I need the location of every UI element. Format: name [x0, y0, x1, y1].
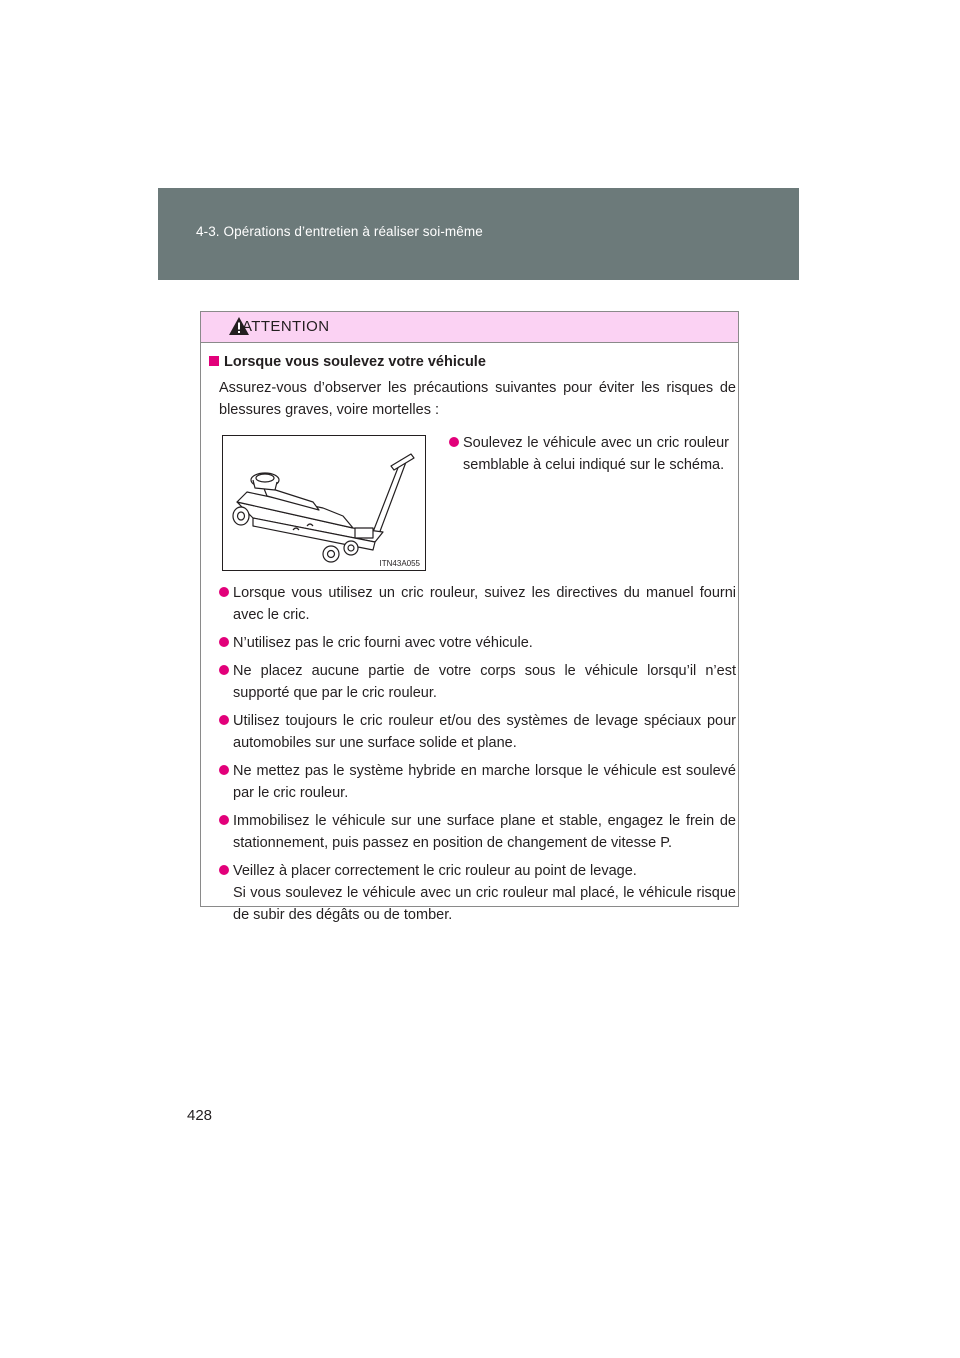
bullet-text: N’utilisez pas le cric fourni avec votre véhicule. — [233, 635, 533, 651]
section-title — [209, 354, 486, 370]
bullet-list — [219, 582, 736, 932]
bullet-text: Utilisez toujours le cric rouleur et/ou des systèmes de levage spéciaux pour automobiles sur une surface solide et plane. — [233, 713, 736, 751]
bullet-text: Ne placez aucune partie de votre corps sous le véhicule lorsqu’il n’est supporté que par le cric rouleur. — [233, 663, 736, 701]
list-item — [219, 760, 736, 804]
bullet-text: Veillez à placer correctement le cric rouleur au point de levage. — [233, 863, 637, 879]
warning-header — [201, 312, 738, 343]
bullet-dot-icon — [219, 587, 229, 597]
figure-code: ITN43A055 — [379, 559, 420, 568]
bullet-dot-icon — [449, 437, 459, 447]
floor-jack-illustration — [223, 436, 425, 570]
floor-jack-figure — [222, 435, 426, 571]
section-header: 4-3. Opérations d’entretien à réaliser soi-même — [196, 224, 483, 239]
bullet-dot-icon — [219, 765, 229, 775]
list-item — [449, 432, 729, 476]
header-band — [158, 188, 799, 280]
bullet-text: Lorsque vous utilisez un cric rouleur, suivez les directives du manuel fourni avec le cric. — [233, 585, 736, 623]
list-item — [219, 810, 736, 854]
bullet-text: Immobilisez le véhicule sur une surface plane et stable, engagez le frein de stationnement, puis passez en position de changement de vitesse P. — [233, 813, 736, 851]
bullet-text: Soulevez le véhicule avec un cric rouleur semblable à celui indiqué sur le schéma. — [463, 435, 729, 473]
warning-label: ATTENTION — [242, 318, 330, 335]
intro-text: Assurez-vous d’observer les précautions suivantes pour éviter les risques de blessures graves, voire mortelles : — [219, 380, 736, 418]
list-item — [219, 660, 736, 704]
list-item — [219, 710, 736, 754]
bullet-dot-icon — [219, 815, 229, 825]
bullet-dot-icon — [219, 665, 229, 675]
bullet-dot-icon — [219, 865, 229, 875]
square-bullet-icon — [209, 356, 219, 366]
list-item — [219, 582, 736, 626]
page-number: 428 — [187, 1107, 213, 1124]
bullet-dot-icon — [219, 715, 229, 725]
list-item — [219, 632, 736, 654]
section-title-text: Lorsque vous soulevez votre véhicule — [224, 354, 486, 370]
bullet-dot-icon — [219, 637, 229, 647]
side-bullet — [449, 432, 729, 476]
bullet-subtext: Si vous soulevez le véhicule avec un cric rouleur mal placé, le véhicule risque de subir des dégâts ou de tomber. — [233, 885, 736, 923]
list-item — [219, 860, 736, 926]
bullet-text: Ne mettez pas le système hybride en marche lorsque le véhicule est soulevé par le cric rouleur. — [233, 763, 736, 801]
warning-box — [200, 311, 739, 923]
